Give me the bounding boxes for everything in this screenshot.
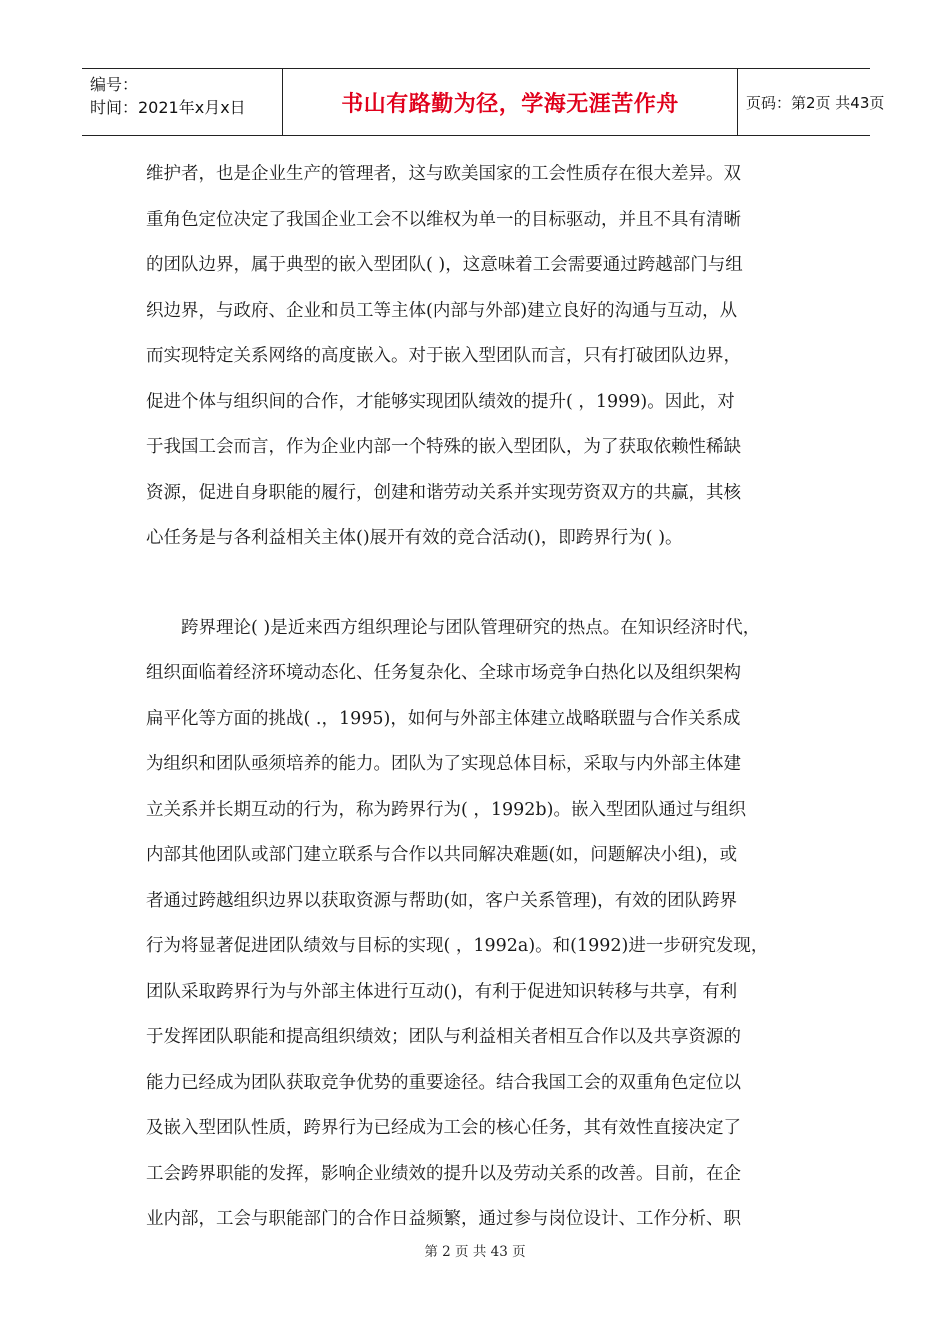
text-line: 重角色定位决定了我国企业工会不以维权为单一的目标驱动，并且不具有清晰 [146,209,741,230]
page-header [82,68,885,136]
header-motto: 书山有路勤为径，学海无涯苦作舟 [282,69,738,135]
text-line: 业内部，工会与职能部门的合作日益频繁，通过参与岗位设计、工作分析、职 [146,1209,741,1229]
text-line: 立关系并长期互动的行为，称为跨界行为( ，1992b)。嵌入型团队通过与组织 [146,799,746,820]
text-line: 织边界，与政府、企业和员工等主体(内部与外部)建立良好的沟通与互动，从 [146,300,738,321]
text-line: 的团队边界，属于典型的嵌入型团队( )，这意味着工会需要通过跨越部门与组 [146,255,743,275]
header-page-code: 页码：第2页 共43页 [746,93,885,112]
text-line: 维护者，也是企业生产的管理者，这与欧美国家的工会性质存在很大差异。双 [146,164,741,184]
paragraph-gap [146,562,810,606]
text-line: 为组织和团队亟须培养的能力。团队为了实现总体目标，采取与内外部主体建 [146,754,741,774]
text-line: 而实现特定关系网络的高度嵌入。对于嵌入型团队而言，只有打破团队边界， [146,346,741,366]
text-line: 跨界理论( )是近来西方组织理论与团队管理研究的热点。在知识经济时代， [181,617,761,638]
text-line: 组织面临着经济环境动态化、任务复杂化、全球市场竞争白热化以及组织架构 [146,663,741,683]
paragraph [146,606,810,1243]
text-line: 及嵌入型团队性质，跨界行为已经成为工会的核心任务，其有效性直接决定了 [146,1118,741,1138]
text-line: 行为将显著促进团队绩效与目标的实现( ，1992a)。和(1992)进一步研究发现， [146,936,769,956]
text-line: 资源，促进自身职能的履行，创建和谐劳动关系并实现劳资双方的共赢，其核 [146,482,741,503]
text-line: 扁平化等方面的挑战( .，1995)，如何与外部主体建立战略联盟与合作关系成 [146,708,741,729]
header-meta [82,69,282,135]
page-footer: 第 2 页 共 43 页 [424,1244,526,1260]
text-line: 于发挥团队职能和提高组织绩效；团队与利益相关者相互合作以及共享资源的 [146,1027,741,1047]
paragraph [146,152,810,562]
text-line: 心任务是与各利益相关主体()展开有效的竞合活动()，即跨界行为( )。 [146,528,683,548]
text-line: 于我国工会而言，作为企业内部一个特殊的嵌入型团队，为了获取依赖性稀缺 [146,437,741,457]
time-label: 时间：2021年x月x日 [90,98,246,117]
text-line: 团队采取跨界行为与外部主体进行互动()，有利于促进知识转移与共享，有利 [146,981,738,1002]
text-line: 能力已经成为团队获取竞争优势的重要途径。结合我国工会的双重角色定位以 [146,1072,741,1093]
doc-number-label: 编号： [90,75,139,94]
text-line: 促进个体与组织间的合作，才能够实现团队绩效的提升( ，1999)。因此，对 [146,391,735,412]
document-body [146,152,810,1243]
text-line: 内部其他团队或部门建立联系与合作以共同解决难题(如，问题解决小组)，或 [146,845,738,865]
text-line: 者通过跨越组织边界以获取资源与帮助(如，客户关系管理)，有效的团队跨界 [146,890,738,911]
text-line: 工会跨界职能的发挥，影响企业绩效的提升以及劳动关系的改善。目前，在企 [146,1163,741,1184]
